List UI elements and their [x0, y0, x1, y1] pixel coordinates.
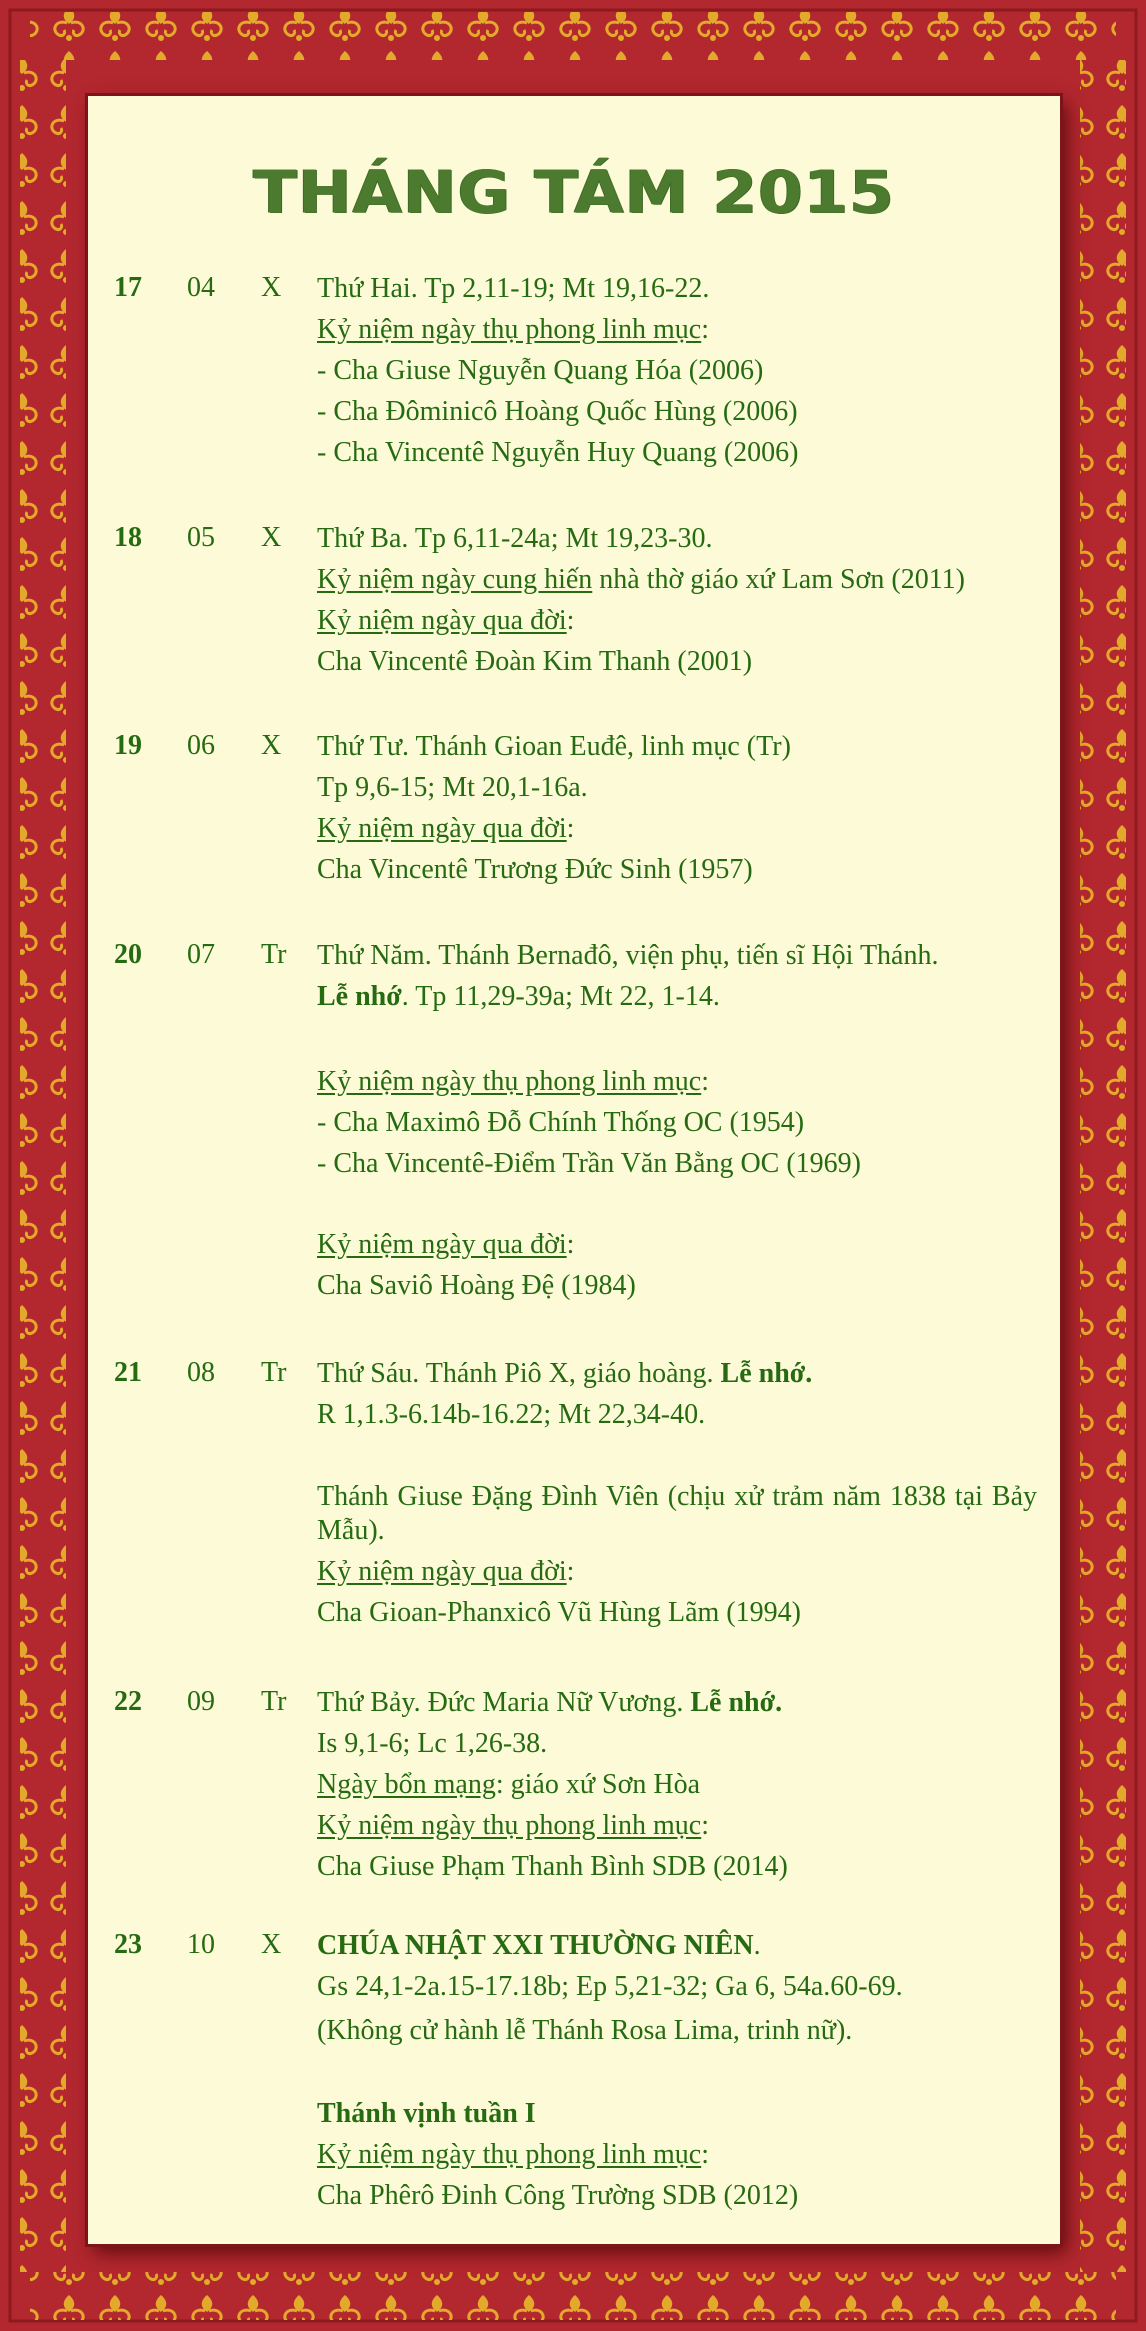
entry-liturgical-color: X — [261, 272, 282, 303]
entry-text: Thứ Sáu. Thánh Piô X, giáo hoàng. — [317, 1358, 721, 1389]
entry-line: - Cha Giuse Nguyễn Quang Hóa (2006) — [317, 355, 764, 386]
entry-lines — [317, 730, 1037, 894]
entry-line: - Cha Đôminicô Hoàng Quốc Hùng (2006) — [317, 396, 798, 427]
memorial-label: Lễ nhớ. — [720, 1358, 813, 1389]
colon: : — [701, 314, 709, 345]
entry-line — [317, 1768, 1037, 1809]
entry-line: Thứ Tư. Thánh Gioan Euđê, linh mục (Tr) — [317, 731, 791, 762]
entry-day: 19 — [114, 730, 142, 761]
entry-line: Thứ Ba. Tp 6,11-24a; Mt 19,23-30. — [317, 523, 713, 554]
entry-line: - Cha Vincentê-Điểm Trần Văn Bằng OC (1969) — [317, 1148, 861, 1179]
entry-lines — [317, 522, 1037, 686]
entry-text: : giáo xứ Sơn Hòa — [495, 1769, 701, 1800]
entry-line: Thứ Hai. Tp 2,11-19; Mt 19,16-22. — [317, 273, 710, 304]
entry-day: 17 — [114, 272, 142, 303]
anniversary-heading: Kỷ niệm ngày thụ phong linh mục — [317, 1810, 702, 1841]
entry-liturgical-color: X — [261, 522, 282, 553]
entry-line — [317, 1809, 1037, 1850]
entry-line — [317, 812, 1037, 853]
entry-line: Cha Giuse Phạm Thanh Bình SDB (2014) — [317, 1851, 788, 1882]
psalter-week: Thánh vịnh tuần I — [317, 2098, 536, 2129]
entry-lunar-date: 10 — [187, 1929, 215, 1960]
entry-line: - Cha Vincentê Nguyễn Huy Quang (2006) — [317, 437, 799, 468]
entry-line: Thánh Giuse Đặng Đình Viên (chịu xử trảm năm 1838 tại Bảy Mẫu). — [317, 1481, 1037, 1546]
entry-line: Thứ Năm. Thánh Bernađô, viện phụ, tiến sĩ Hội Thánh. — [317, 940, 939, 971]
anniversary-heading: Kỷ niệm ngày thụ phong linh mục — [317, 314, 702, 345]
colon: : — [566, 1229, 575, 1260]
colon: : — [566, 813, 575, 844]
entry-lines — [317, 272, 1037, 477]
entry-line — [317, 2138, 1037, 2179]
entry-line: Is 9,1-6; Lc 1,26-38. — [317, 1728, 548, 1759]
entry-line — [317, 563, 1037, 604]
entry-lines — [317, 1357, 1037, 1637]
entry-lunar-date: 09 — [187, 1686, 215, 1717]
colon: : — [566, 605, 575, 636]
entry-line: R 1,1.3-6.14b-16.22; Mt 22,34-40. — [317, 1399, 706, 1430]
entry-line: Cha Gioan-Phanxicô Vũ Hùng Lãm (1994) — [317, 1597, 801, 1628]
entry-line: Tp 9,6-15; Mt 20,1-16a. — [317, 772, 588, 803]
entry-liturgical-color: Tr — [261, 1686, 287, 1717]
colon: : — [701, 1066, 709, 1097]
memorial-label: Lễ nhớ. — [690, 1687, 783, 1718]
anniversary-heading: Kỷ niệm ngày cung hiến — [317, 564, 593, 595]
anniversary-heading: Kỷ niệm ngày thụ phong linh mục — [317, 1066, 702, 1097]
anniversary-heading: Kỷ niệm ngày qua đời — [317, 605, 567, 636]
sunday-title: CHÚA NHẬT XXI THƯỜNG NIÊN — [317, 1930, 754, 1961]
entry-line — [317, 980, 1037, 1024]
entry-line — [317, 1228, 1037, 1269]
entry-line — [317, 1065, 1037, 1106]
entry-line: - Cha Maximô Đỗ Chính Thống OC (1954) — [317, 1107, 805, 1138]
entry-line — [317, 1555, 1037, 1596]
entry-liturgical-color: X — [261, 1929, 282, 1960]
entry-text: . Tp 11,29-39a; Mt 22, 1-14. — [401, 981, 720, 1012]
entry-lunar-date: 04 — [187, 272, 215, 303]
entry-liturgical-color: Tr — [261, 939, 287, 970]
entry-line — [317, 1357, 1037, 1398]
entry-line — [317, 604, 1037, 645]
feast-day-heading: Ngày bổn mạng — [317, 1769, 496, 1800]
entry-line — [317, 1929, 1037, 1970]
entry-lines — [317, 1686, 1037, 1891]
entry-line: Cha Vincentê Trương Đức Sinh (1957) — [317, 854, 753, 885]
entry-day: 22 — [114, 1686, 142, 1717]
colon: : — [566, 1556, 575, 1587]
entry-text: Thứ Bảy. Đức Maria Nữ Vương. — [317, 1687, 691, 1718]
calendar-page — [88, 96, 1060, 2244]
colon: : — [701, 2139, 709, 2170]
anniversary-heading: Kỷ niệm ngày qua đời — [317, 1556, 567, 1587]
entry-day: 21 — [114, 1357, 142, 1388]
entry-line: (Không cử hành lễ Thánh Rosa Lima, trinh nữ). — [317, 2015, 853, 2046]
entry-day: 20 — [114, 939, 142, 970]
entry-lines — [317, 939, 1037, 1310]
entry-line — [317, 313, 1037, 354]
colon: : — [701, 1810, 709, 1841]
anniversary-heading: Kỷ niệm ngày thụ phong linh mục — [317, 2139, 702, 2170]
entry-text: . — [753, 1930, 761, 1961]
entry-line — [317, 1686, 1037, 1727]
entry-line: Gs 24,1-2a.15-17.18b; Ep 5,21-32; Ga 6, 54a.60-69. — [317, 1971, 903, 2002]
entry-liturgical-color: Tr — [261, 1357, 287, 1388]
entry-line: Cha Vincentê Đoàn Kim Thanh (2001) — [317, 646, 753, 677]
entry-liturgical-color: X — [261, 730, 282, 761]
memorial-label: Lễ nhớ — [317, 981, 402, 1012]
entry-lunar-date: 08 — [187, 1357, 215, 1388]
entry-day: 18 — [114, 522, 142, 553]
entry-text: nhà thờ giáo xứ Lam Sơn (2011) — [592, 564, 965, 595]
entry-lunar-date: 07 — [187, 939, 215, 970]
entry-lines — [317, 1929, 1037, 2220]
anniversary-heading: Kỷ niệm ngày qua đời — [317, 813, 567, 844]
page-title: THÁNG TÁM 2015 — [253, 158, 895, 228]
entry-day: 23 — [114, 1929, 142, 1960]
anniversary-heading: Kỷ niệm ngày qua đời — [317, 1229, 567, 1260]
entry-line: Cha Saviô Hoàng Đệ (1984) — [317, 1270, 636, 1301]
entry-line: Cha Phêrô Đinh Công Trường SDB (2012) — [317, 2180, 799, 2211]
entry-lunar-date: 06 — [187, 730, 215, 761]
entry-lunar-date: 05 — [187, 522, 215, 553]
